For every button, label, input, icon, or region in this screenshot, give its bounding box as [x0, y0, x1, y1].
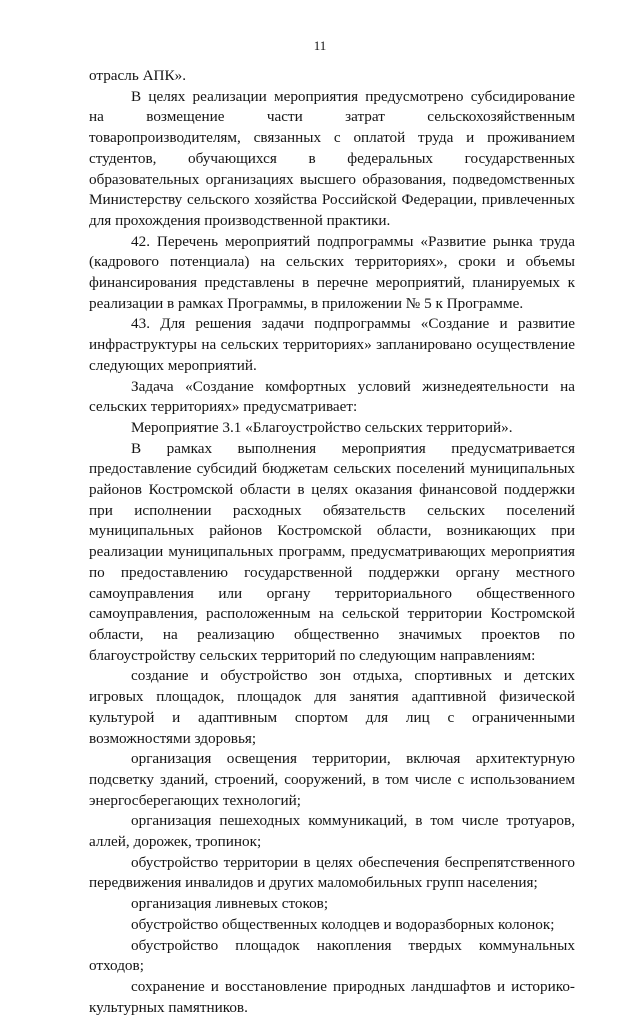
- document-body: [89, 66, 575, 1018]
- paragraph-measure-3-1: Мероприятие 3.1 «Благоустройство сельских территорий».: [131, 418, 513, 436]
- paragraph-item-42: 42. Перечень мероприятий подпрограммы «Развитие рынка труда (кадрового потенциала) на сельских территориях», сроки и объемы финансирования представлены в перечне мероприятий, планируемых к реализации в рамках Программы, в приложении № 5 к Программе.: [89, 232, 575, 312]
- list-item-waste-sites: обустройство площадок накопления твердых коммунальных отходов;: [89, 936, 575, 975]
- paragraph-subsidy-students: В целях реализации мероприятия предусмотрено субсидирование на возмещение части затрат сельскохозяйственным товаропроизводителям, связанных с оплатой труда и проживанием студентов, обучающихся в федеральных государственных образовательных организациях высшего образования, подведомственных Министерству сельского хозяйства Российской Федерации, привлеченных для прохождения производственной практики.: [89, 87, 575, 229]
- list-item-accessibility: обустройство территории в целях обеспечения беспрепятственного передвижения инвалидов и других маломобильных групп населения;: [89, 853, 575, 892]
- list-item-recreation-zones: создание и обустройство зон отдыха, спортивных и детских игровых площадок, площадок для занятия адаптивной физической культурой и адаптивным спортом для лиц с ограниченными возможностями здоровья;: [89, 667, 575, 747]
- list-item-storm-drains: организация ливневых стоков;: [131, 895, 329, 913]
- paragraph-task: Задача «Создание комфортных условий жизнедеятельности на сельских территориях» предусматривает:: [89, 377, 575, 416]
- list-item-pedestrian: организация пешеходных коммуникаций, в том числе тротуаров, аллей, дорожек, тропинок;: [89, 812, 575, 851]
- paragraph-continuation: отрасль АПК».: [89, 67, 187, 84]
- page-number: 11: [313, 38, 327, 53]
- list-item-landscapes: сохранение и восстановление природных ландшафтов и историко-культурных памятников.: [89, 977, 575, 1016]
- paragraph-measure-description: В рамках выполнения мероприятия предусматривается предоставление субсидий бюджетам сельских поселений муниципальных районов Костромской области в целях оказания финансовой поддержки при исполнении расходных обязательств сельских поселений муниципальных районов Костромской области, возникающих при реализации муниципальных программ, предусматривающих мероприятия по предоставлению государственной поддержки органу местного самоуправления или органу территориального общественного самоуправления, расположенным на сельской территории Костромской области, на реализацию общественно значимых проектов по благоустройству сельских территорий по следующим направлениям:: [89, 439, 575, 664]
- paragraph-item-43: 43. Для решения задачи подпрограммы «Создание и развитие инфраструктуры на сельских территориях» запланировано осуществление следующих мероприятий.: [89, 315, 575, 374]
- list-item-lighting: организация освещения территории, включая архитектурную подсветку зданий, строений, сооружений, в том числе с использованием энергосберегающих технологий;: [89, 750, 575, 809]
- list-item-wells: обустройство общественных колодцев и водоразборных колонок;: [131, 915, 555, 933]
